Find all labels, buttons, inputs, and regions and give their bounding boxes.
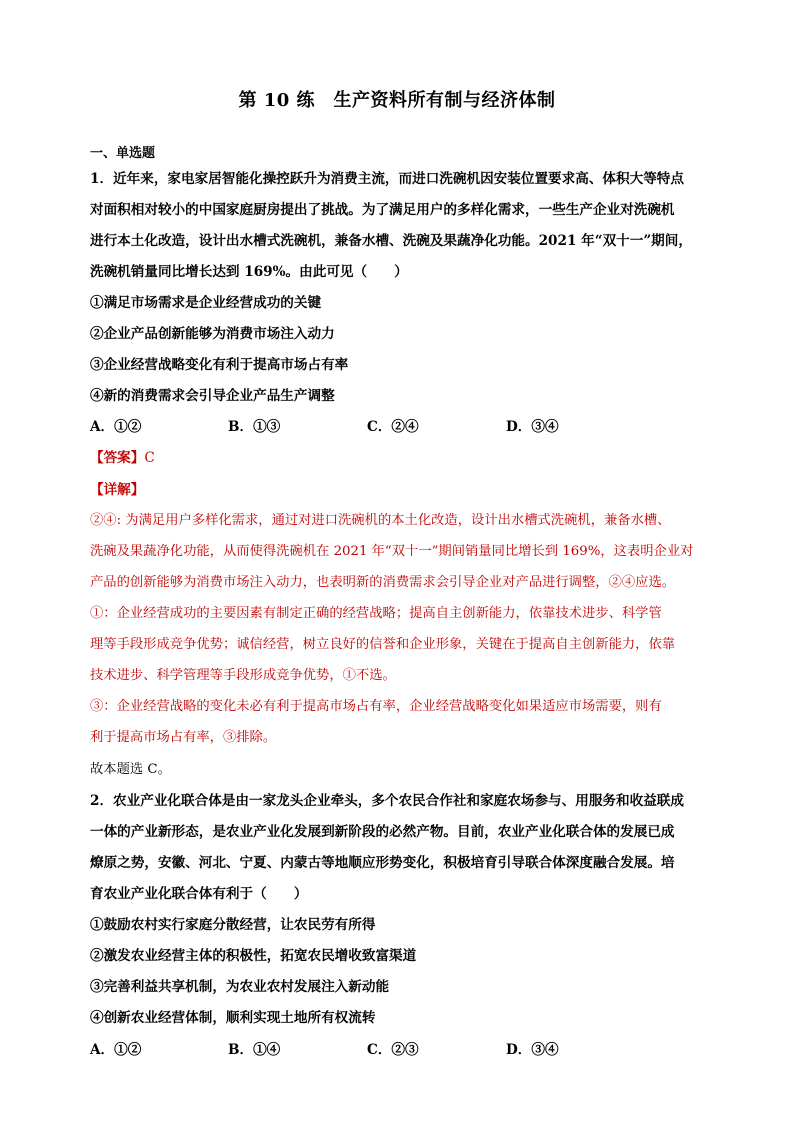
q1-option: ②企业产品创新能够为消费市场注入动力 bbox=[90, 326, 335, 342]
q1-option: ④新的消费需求会引导企业产品生产调整 bbox=[90, 388, 335, 404]
q2-stem-line: 一体的产业新形态，是农业产业化发展到新阶段的必然产物。目前，农业产业化联合体的发展已成 bbox=[90, 824, 675, 840]
q1-explanation-line: 理等手段形成竞争优势；诚信经营，树立良好的信誉和企业形象，关键在于提高自主创新能力，依靠 bbox=[90, 637, 676, 652]
q1-stem-line: 洗碗机销量同比增长达到 169%。由此可见（ ） bbox=[90, 264, 408, 280]
page-title: 第 10 练 生产资料所有制与经济体制 bbox=[238, 90, 556, 111]
q2-option: ①鼓励农村实行家庭分散经营，让农民劳有所得 bbox=[90, 917, 376, 933]
q1-answer bbox=[90, 446, 155, 466]
answer-tag: 【答案】 bbox=[90, 450, 145, 466]
q1-explanation-line: 洗碗及果蔬净化功能，从而使得洗碗机在 2021 年“双十一”期间销量同比增长到 169%，这表明企业对 bbox=[90, 544, 694, 559]
q1-choice-d: D．③④ bbox=[506, 419, 559, 435]
q1-choice-a: A．①② bbox=[90, 419, 142, 435]
q2-choice-b: B．①④ bbox=[228, 1042, 281, 1058]
answer-value: C bbox=[144, 450, 155, 466]
q1-choice-c: C．②④ bbox=[367, 419, 419, 435]
q2-choice-a: A．①② bbox=[90, 1042, 142, 1058]
q2-stem-line: 育农业产业化联合体有利于（ ） bbox=[90, 886, 308, 902]
q1-explanation-line: ②④: 为满足用户多样化需求，通过对进口洗碗机的本土化改造，设计出水槽式洗碗机，兼备水槽、 bbox=[90, 513, 671, 528]
q1-conclusion: 故本题选 C。 bbox=[90, 762, 171, 777]
q1-stem-line: 进行本土化改造，设计出水槽式洗碗机，兼备水槽、洗碗及果蔬净化功能。2021 年“双十一”期间， bbox=[90, 233, 692, 249]
q1-stem-line: 1．近年来，家电家居智能化操控跃升为消费主流，而进口洗碗机因安装位置要求高、体积大等特点 bbox=[90, 171, 684, 187]
q1-choice-b: B．①③ bbox=[228, 419, 281, 435]
q1-stem-line: 对面积相对较小的中国家庭厨房提出了挑战。为了满足用户的多样化需求，一些生产企业对洗碗机 bbox=[90, 202, 675, 218]
q2-choice-d: D．③④ bbox=[506, 1042, 559, 1058]
q1-explanation-line: 技术进步、科学管理等手段形成竞争优势，①不选。 bbox=[90, 668, 396, 683]
q2-choice-c: C．②③ bbox=[367, 1042, 419, 1058]
q2-option: ③完善利益共享机制，为农业农村发展注入新动能 bbox=[90, 979, 390, 995]
q1-explanation-line: ③：企业经营战略的变化未必有利于提高市场占有率，企业经营战略变化如果适应市场需要，则有 bbox=[90, 699, 662, 714]
q2-option: ④创新农业经营体制，顺利实现土地所有权流转 bbox=[90, 1010, 376, 1026]
q1-option: ③企业经营战略变化有利于提高市场占有率 bbox=[90, 357, 349, 373]
q1-explanation-line: ①：企业经营成功的主要因素有制定正确的经营战略；提高自主创新能力，依靠技术进步、科学管 bbox=[90, 606, 662, 621]
q2-stem-line: 2．农业产业化联合体是由一家龙头企业牵头，多个农民合作社和家庭农场参与、用服务和收益联成 bbox=[90, 793, 684, 809]
q1-explanation-line: 产品的创新能够为消费市场注入动力，也表明新的消费需求会引导企业对产品进行调整，②④应选。 bbox=[90, 575, 676, 590]
q2-option: ②激发农业经营主体的积极性，拓宽农民增收致富渠道 bbox=[90, 948, 417, 964]
detail-tag: 【详解】 bbox=[90, 482, 145, 498]
section-heading: 一、单选题 bbox=[90, 146, 156, 161]
q1-option: ①满足市场需求是企业经营成功的关键 bbox=[90, 295, 322, 311]
q2-stem-line: 燎原之势，安徽、河北、宁夏、内蒙古等地顺应形势变化，积极培育引导联合体深度融合发展。培 bbox=[90, 855, 675, 871]
q1-explanation-line: 利于提高市场占有率，③排除。 bbox=[90, 730, 277, 745]
